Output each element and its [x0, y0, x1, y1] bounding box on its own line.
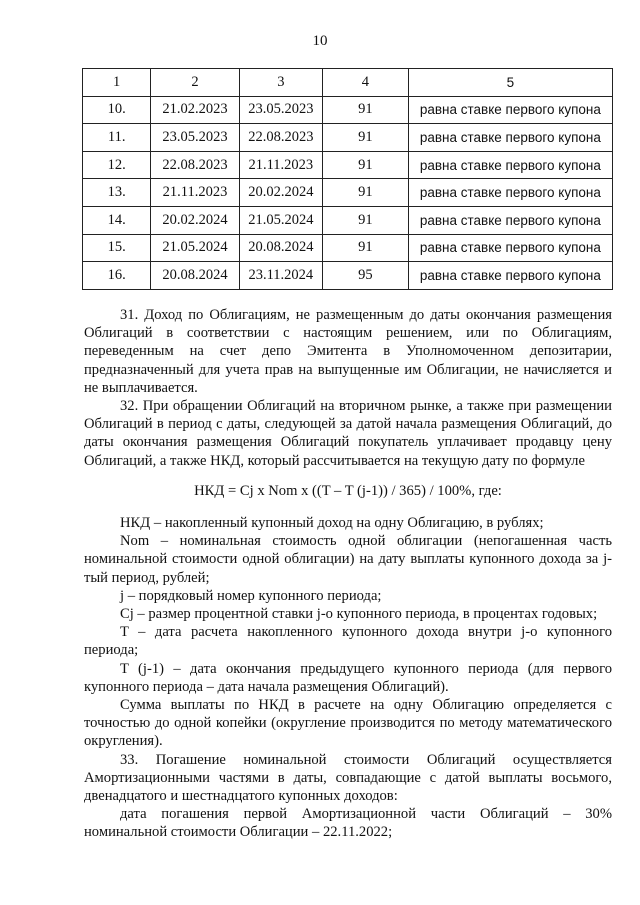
table-cell: 91 [323, 179, 409, 207]
table-header-cell: 3 [239, 69, 322, 97]
table-header-cell: 1 [83, 69, 151, 97]
table-cell: равна ставке первого купона [408, 96, 612, 124]
table-cell: 20.08.2024 [151, 262, 239, 290]
table-cell: 12. [83, 151, 151, 179]
coupon-schedule-table [82, 68, 613, 290]
table-row [83, 151, 613, 179]
table-cell: 91 [323, 96, 409, 124]
table-row [83, 179, 613, 207]
table-cell: 91 [323, 234, 409, 262]
table-cell: равна ставке первого купона [408, 124, 612, 152]
table-cell: равна ставке первого купона [408, 206, 612, 234]
table-row [83, 206, 613, 234]
definition-t-prev: T (j-1) – дата окончания предыдущего купонного периода (для первого купонного периода – дата начала размещения Облигаций). [84, 660, 612, 695]
table-cell: 20.08.2024 [239, 234, 322, 262]
table-cell: 95 [323, 262, 409, 290]
table-cell: равна ставке первого купона [408, 262, 612, 290]
body-text [84, 306, 612, 842]
table-row [83, 262, 613, 290]
table-cell: 15. [83, 234, 151, 262]
table-header-cell: 4 [323, 69, 409, 97]
table-cell: 22.08.2023 [239, 124, 322, 152]
table-cell: 20.02.2024 [151, 206, 239, 234]
amortization-part-1: дата погашения первой Амортизационной части Облигаций – 30% номинальной стоимости Облигации – 22.11.2022; [84, 806, 612, 841]
table-cell: 16. [83, 262, 151, 290]
table-cell: 20.02.2024 [239, 179, 322, 207]
table-cell: 21.05.2024 [239, 206, 322, 234]
page-number: 10 [312, 33, 328, 49]
definition-nkd: НКД – накопленный купонный доход на одну Облигацию, в рублях; [120, 515, 544, 532]
table-cell: 14. [83, 206, 151, 234]
paragraph-32: 32. При обращении Облигаций на вторичном рынке, а также при размещении Облигаций в период с даты, следующей за датой начала размещения Облигаций, до даты окончания размещения Облигаций покупатель уплачивает продавцу цену Облигаций, а также НКД, который рассчитывается на текущую дату по формуле [84, 398, 612, 469]
nkd-formula: НКД = Cj x Nom x ((T – T (j-1)) / 365) / 100%, где: [194, 482, 502, 499]
table-cell: 91 [323, 124, 409, 152]
table-cell: 10. [83, 96, 151, 124]
paragraph-33: 33. Погашение номинальной стоимости Облигаций осуществляется Амортизационными частями в даты, совпадающие с датой выплаты восьмого, двенадцатого и шестнадцатого купонных доходов: [84, 751, 612, 805]
table-cell: равна ставке первого купона [408, 151, 612, 179]
rounding-rule: Сумма выплаты по НКД в расчете на одну Облигацию определяется с точностью до одной копейки (округление производится по методу математического округления). [84, 697, 612, 750]
table-cell: 23.11.2024 [239, 262, 322, 290]
table-row [83, 96, 613, 124]
table-row [83, 234, 613, 262]
table-header-row [83, 69, 613, 97]
definition-cj: Cj – размер процентной ставки j-о купонного периода, в процентах годовых; [120, 606, 598, 623]
table-cell: 11. [83, 124, 151, 152]
table-cell: 23.05.2023 [151, 124, 239, 152]
table-cell: 13. [83, 179, 151, 207]
table-cell: равна ставке первого купона [408, 234, 612, 262]
table-cell: 21.05.2024 [151, 234, 239, 262]
definition-j: j – порядковый номер купонного периода; [120, 587, 382, 604]
table-cell: равна ставке первого купона [408, 179, 612, 207]
table-cell: 21.02.2023 [151, 96, 239, 124]
table-cell: 22.08.2023 [151, 151, 239, 179]
paragraph-31: 31. Доход по Облигациям, не размещенным до даты окончания размещения Облигаций в соответствии с настоящим решением, или по Облигациям, переведенным на счет депо Эмитента в Уполномоченном депозитарии, предназначенный для учета прав на выпущенные им Облигации, не начисляется и не выплачивается. [84, 307, 612, 396]
table-cell: 91 [323, 206, 409, 234]
table-header-cell: 2 [151, 69, 239, 97]
table-row [83, 124, 613, 152]
definition-t: T – дата расчета накопленного купонного дохода внутри j-о купонного периода; [84, 624, 612, 659]
table-cell: 21.11.2023 [151, 179, 239, 207]
table-cell: 23.05.2023 [239, 96, 322, 124]
table-header-cell: 5 [408, 69, 612, 97]
table-cell: 21.11.2023 [239, 151, 322, 179]
definition-nom: Nom – номинальная стоимость одной облигации (непогашенная часть номинальной стоимости одной облигации) на дату выплаты купонного дохода за j-тый период, рублей; [84, 533, 612, 586]
table-cell: 91 [323, 151, 409, 179]
